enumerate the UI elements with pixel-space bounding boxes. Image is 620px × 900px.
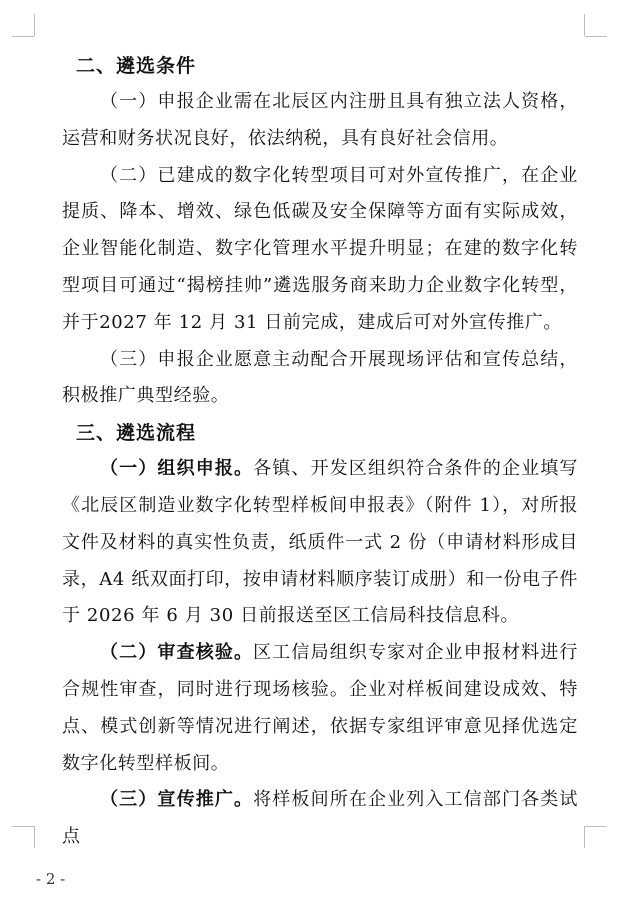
crop-mark — [12, 826, 34, 827]
paragraph-text: （一）申报企业需在北辰区内注册且具有独立法人资格，运营和财务状况良好，依法纳税，具有良好社会信用。 — [62, 91, 578, 149]
paragraph-text: 区工信局组织专家对企业申报材料进行合规性审查，同时进行现场核验。企业对样板间建设成效、特点、模式创新等情况进行阐述，依据专家组评审意见择优选定数字化转型样板间。 — [62, 642, 578, 774]
process-paragraph-3 — [62, 782, 578, 856]
crop-mark — [584, 14, 585, 36]
crop-mark — [34, 14, 35, 36]
paragraph-text: （二）已建成的数字化转型项目可对外宣传推广，在企业提质、降本、增效、绿色低碳及安全保障等方面有实际成效，企业智能化制造、数字化管理水平提升明显；在建的数字化转型项目可通过“揭榜挂帅”遴选服务商来助力企业数字化转型，并于2027 年 12 月 31 日前完成，建成后可对外宣传推广。 — [62, 164, 578, 333]
paragraph-text: 将样板间所在企业列入工信部门各类试点 — [62, 789, 578, 848]
paragraph-lead: （一）组织申报。 — [100, 458, 254, 480]
criteria-paragraph-2 — [62, 158, 578, 342]
paragraph-text: （三）申报企业愿意主动配合开展现场评估和宣传总结，积极推广典型经验。 — [62, 348, 578, 407]
criteria-paragraph-3 — [62, 342, 578, 416]
page-number: - 2 - — [36, 870, 66, 888]
document-body — [62, 48, 578, 856]
process-paragraph-2 — [62, 635, 578, 782]
crop-mark — [584, 826, 585, 848]
paragraph-lead: （二）审查核验。 — [100, 642, 254, 664]
process-paragraph-1 — [62, 451, 578, 635]
crop-mark — [585, 36, 607, 37]
criteria-paragraph-1 — [62, 84, 578, 158]
section-heading-selection-process: 三、遴选流程 — [76, 422, 197, 445]
crop-mark — [34, 826, 35, 848]
crop-mark — [12, 36, 34, 37]
crop-mark — [585, 826, 607, 827]
paragraph-lead: （三）宣传推广。 — [100, 789, 254, 811]
section-heading-selection-criteria: 二、遴选条件 — [76, 55, 197, 77]
paragraph-text: 各镇、开发区组织符合条件的企业填写《北辰区制造业数字化转型样板间申报表》（附件 1），对所报文件及材料的真实性负责，纸质件一式 2 份（申请材料形成目录，A4 纸双面打印，按申请材料顺序装订成册）和一份电子件于 2026 年 6 月 30 日前报送至区工信局科技信息科。 — [62, 458, 578, 627]
